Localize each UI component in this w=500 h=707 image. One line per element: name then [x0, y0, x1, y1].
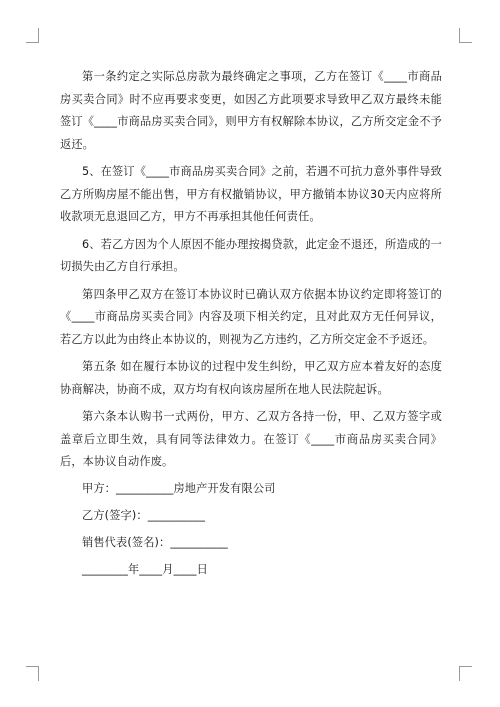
crop-mark-top-right [459, 28, 472, 43]
paragraph-article-four: 第四条甲乙双方在签订本协议时已确认双方依据本协议约定即将签订的《____市商品房买卖合同》内容及项下相关约定，且对此双方无任何异议，若乙方以此为由终止本协议的，则视为乙方违约，乙方所交定金不予返还。 [60, 287, 442, 346]
party-b-signature-line: 乙方(签字)：__________ [82, 508, 206, 522]
crop-mark-top-left [26, 28, 39, 43]
date-line: ________年____月____日 [82, 562, 208, 576]
paragraph-article-six: 第六条本认购书一式两份，甲方、乙双方各持一份，甲、乙双方签字或盖章后立即生效，具有同等法律效力。在签订《____市商品房买卖合同》后，本协议自动作废。 [60, 410, 442, 468]
paragraph-force-majeure-clause: 5、在签订《____市商品房买卖合同》之前，若遇不可抗力意外事件导致乙方所购房屋不能出售，甲方有权撤销协议，甲方撤销本协议30天内应将所收款项无息退回乙方，甲方不再承担其他任何责任。 [60, 165, 442, 223]
party-a-signature-line: 甲方：__________房地产开发有限公司 [82, 481, 276, 495]
paragraph-total-price-clause: 第一条约定之实际总房款为最终确定之事项，乙方在签订《____市商品房买卖合同》时不应再要求变更，如因乙方此项要求导致甲乙双方最终未能签订《____市商品房买卖合同》，则甲方有权解除本协议，乙方所交定金不予返还。 [60, 70, 442, 151]
signature-block [60, 479, 442, 587]
paragraph-article-five: 第五条 如在履行本协议的过程中发生纠纷，甲乙双方应本着友好的态度协商解决，协商不成，双方均有权向该房屋所在地人民法院起诉。 [60, 360, 442, 396]
paragraph-mortgage-clause: 6、若乙方因为个人原因不能办理按揭贷款，此定金不退还，所造成的一切损失由乙方自行承担。 [60, 237, 442, 273]
crop-mark-bottom-right [459, 666, 472, 681]
sales-rep-signature-line: 销售代表(签名)：__________ [82, 535, 228, 549]
crop-mark-bottom-left [26, 666, 39, 681]
document-body [60, 66, 442, 587]
